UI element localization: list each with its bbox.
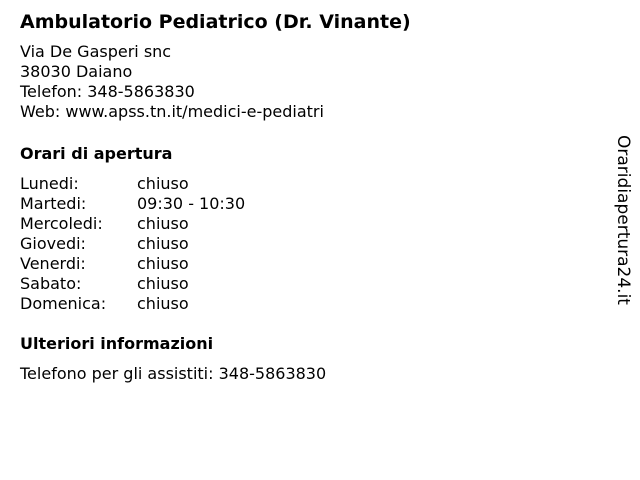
opening-hours-list	[20, 174, 600, 314]
hours-row-tuesday	[20, 194, 600, 214]
time-value: chiuso	[137, 274, 189, 293]
day-label: Mercoledi:	[20, 214, 103, 233]
phone-line: Telefon: 348-5863830	[20, 82, 195, 101]
address-block	[20, 42, 600, 122]
time-value: chiuso	[137, 174, 189, 193]
time-value: chiuso	[137, 294, 189, 313]
day-label: Venerdi:	[20, 254, 86, 273]
time-value: chiuso	[137, 234, 189, 253]
additional-info-title: Ulteriori informazioni	[20, 334, 214, 353]
time-value: chiuso	[137, 214, 189, 233]
patient-phone-line: Telefono per gli assistiti: 348-5863830	[20, 364, 327, 383]
website-line: Web: www.apss.tn.it/medici-e-pediatri	[20, 102, 324, 121]
brand-watermark: Oraridiapertura24.it	[613, 135, 633, 305]
time-value: chiuso	[137, 254, 189, 273]
business-name: Ambulatorio Pediatrico (Dr. Vinante)	[20, 11, 411, 33]
hours-row-monday	[20, 174, 600, 194]
day-label: Lunedi:	[20, 174, 79, 193]
day-label: Sabato:	[20, 274, 82, 293]
hours-row-saturday	[20, 274, 600, 294]
business-card	[20, 8, 600, 384]
opening-hours-title: Orari di apertura	[20, 144, 173, 163]
hours-row-wednesday	[20, 214, 600, 234]
day-label: Martedi:	[20, 194, 87, 213]
hours-row-friday	[20, 254, 600, 274]
address-street: Via De Gasperi snc	[20, 42, 172, 61]
time-value: 09:30 - 10:30	[137, 194, 246, 213]
address-city: 38030 Daiano	[20, 62, 133, 81]
day-label: Giovedi:	[20, 234, 86, 253]
hours-row-thursday	[20, 234, 600, 254]
hours-row-sunday	[20, 294, 600, 314]
day-label: Domenica:	[20, 294, 107, 313]
